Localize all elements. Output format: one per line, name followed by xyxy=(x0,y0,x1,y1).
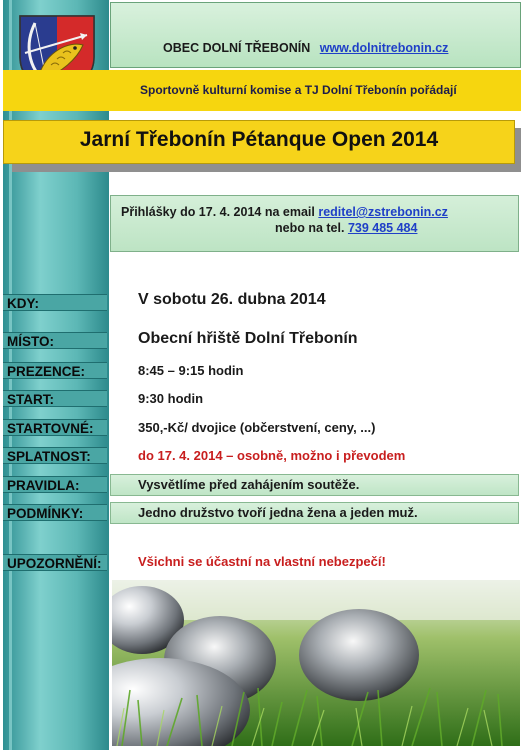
value-prezence: 8:45 – 9:15 hodin xyxy=(138,363,244,378)
municipality-header xyxy=(110,2,521,68)
label-pravidla: PRAVIDLA: xyxy=(3,476,107,493)
organizer-text: Sportovně kulturní komise a TJ Dolní Třebonín pořádají xyxy=(140,83,457,97)
label-misto: MÍSTO: xyxy=(3,332,107,349)
value-kdy: V sobotu 26. dubna 2014 xyxy=(138,291,326,308)
registration-box xyxy=(110,195,519,252)
municipality-name: OBEC DOLNÍ TŘEBONÍN xyxy=(163,41,311,55)
registration-phone-prefix: nebo na tel. xyxy=(275,221,345,235)
phone-link[interactable]: 739 485 484 xyxy=(347,221,418,235)
value-startovne: 350,-Kč/ dvojice (občerstvení, ceny, ...) xyxy=(138,420,376,435)
municipality-line xyxy=(163,41,448,55)
title-banner xyxy=(3,120,515,164)
value-start: 9:30 hodin xyxy=(138,391,204,406)
label-startovne: STARTOVNÉ: xyxy=(3,419,107,436)
value-upozorneni: Všichni se účastní na vlastní nebezpečí! xyxy=(138,554,386,569)
value-misto: Obecní hřiště Dolní Třebonín xyxy=(138,330,358,347)
label-splatnost: SPLATNOST: xyxy=(3,447,107,464)
value-splatnost: do 17. 4. 2014 – osobně, možno i převodem xyxy=(138,448,406,463)
registration-line-email xyxy=(121,205,448,219)
label-podminky: PODMÍNKY: xyxy=(3,504,107,521)
petanque-balls-photo xyxy=(112,580,520,746)
registration-line-phone xyxy=(275,221,417,235)
registration-email-prefix: Přihlášky do 17. 4. 2014 na email xyxy=(121,205,315,219)
email-link[interactable]: reditel@zstrebonin.cz xyxy=(318,205,448,219)
website-link[interactable]: www.dolnitrebonin.cz xyxy=(319,41,449,55)
label-upozorneni: UPOZORNĚNÍ: xyxy=(3,554,107,571)
value-pravidla: Vysvětlíme před zahájením soutěže. xyxy=(138,477,360,492)
value-podminky: Jedno družstvo tvoří jedna žena a jeden muž. xyxy=(138,505,418,520)
label-start: START: xyxy=(3,390,107,407)
label-kdy: KDY: xyxy=(3,294,107,311)
organizer-banner xyxy=(3,70,521,111)
page-title: Jarní Třebonín Pétanque Open 2014 xyxy=(79,128,439,151)
label-prezence: PREZENCE: xyxy=(3,362,107,379)
